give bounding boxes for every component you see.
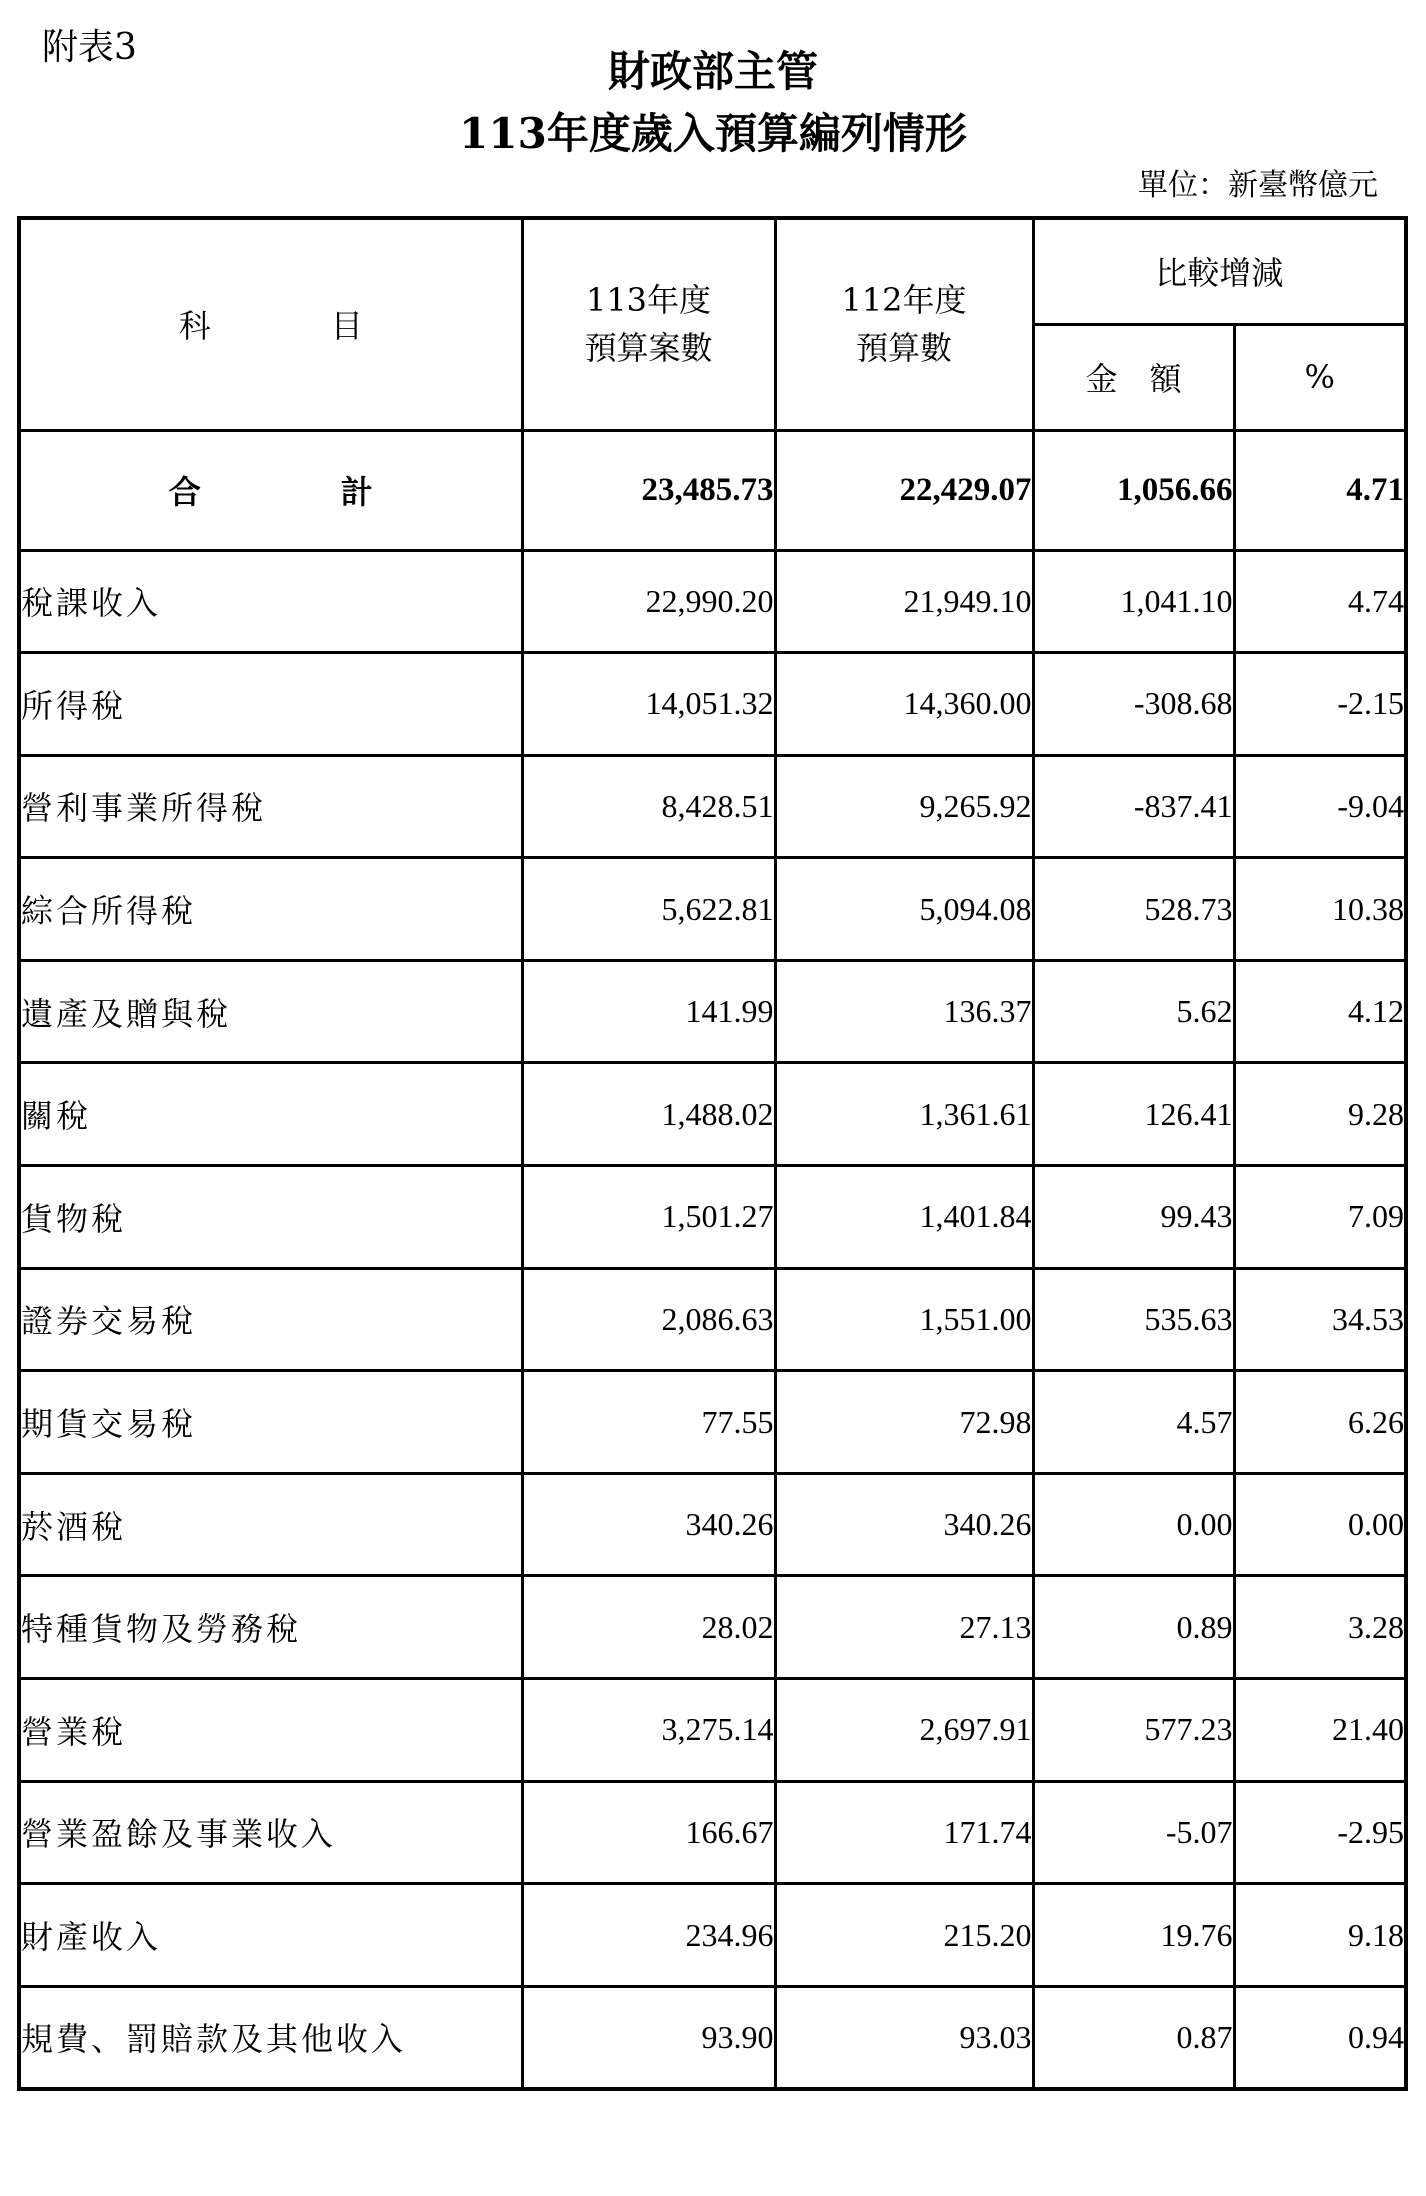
table-row [19,1063,1406,1166]
row-name: 貨物稅 [19,1166,522,1269]
row-budget-113: 3,275.14 [522,1679,775,1782]
total-diff-amount: 1,056.66 [1033,430,1234,550]
row-budget-112: 340.26 [775,1473,1033,1576]
row-budget-113: 1,501.27 [522,1166,775,1269]
row-diff-percent: 4.74 [1234,550,1406,653]
table-row [19,1576,1406,1679]
row-budget-112: 1,361.61 [775,1063,1033,1166]
row-diff-amount: -5.07 [1033,1781,1234,1884]
row-budget-112: 14,360.00 [775,653,1033,756]
row-diff-percent: -2.95 [1234,1781,1406,1884]
row-diff-amount: 19.76 [1033,1884,1234,1987]
row-name: 稅課收入 [19,550,522,653]
row-diff-amount: -308.68 [1033,653,1234,756]
row-name: 營業稅 [19,1679,522,1782]
row-name: 遺產及贈與稅 [19,960,522,1063]
row-diff-amount: 5.62 [1033,960,1234,1063]
row-diff-percent: 7.09 [1234,1166,1406,1269]
budget-table [17,216,1408,2091]
row-diff-amount: 0.89 [1033,1576,1234,1679]
row-diff-percent: 0.94 [1234,1986,1406,2089]
table-header [19,218,1406,430]
row-budget-113: 234.96 [522,1884,775,1987]
row-diff-amount: 1,041.10 [1033,550,1234,653]
row-name: 菸酒稅 [19,1473,522,1576]
row-diff-percent: -2.15 [1234,653,1406,756]
header-113-budget [522,218,775,430]
row-diff-percent: 21.40 [1234,1679,1406,1782]
row-budget-112: 2,697.91 [775,1679,1033,1782]
table-row [19,1986,1406,2089]
total-row [19,430,1406,550]
header-compare: 比較增減 [1033,218,1406,324]
total-label-part1: 合 [168,473,201,511]
header-113-line1: 113年度 [585,281,712,320]
row-diff-amount: 99.43 [1033,1166,1234,1269]
row-budget-112: 1,401.84 [775,1166,1033,1269]
row-budget-112: 21,949.10 [775,550,1033,653]
row-diff-percent: 9.18 [1234,1884,1406,1987]
row-name: 財產收入 [19,1884,522,1987]
row-budget-112: 93.03 [775,1986,1033,2089]
row-budget-113: 141.99 [522,960,775,1063]
row-diff-percent: 3.28 [1234,1576,1406,1679]
row-budget-112: 171.74 [775,1781,1033,1884]
header-113-line2: 預算案數 [584,329,713,368]
table-row [19,755,1406,858]
table-row [19,1166,1406,1269]
row-diff-percent: 9.28 [1234,1063,1406,1166]
header-112-line1: 112年度 [841,281,967,320]
row-budget-113: 28.02 [522,1576,775,1679]
total-label [19,430,522,550]
row-budget-113: 14,051.32 [522,653,775,756]
row-budget-113: 340.26 [522,1473,775,1576]
header-amount: 金 額 [1033,324,1234,430]
row-name: 規費、罰賠款及其他收入 [19,1986,522,2089]
row-budget-113: 77.55 [522,1371,775,1474]
total-diff-percent: 4.71 [1234,430,1406,550]
row-diff-percent: 6.26 [1234,1371,1406,1474]
row-name: 營利事業所得稅 [19,755,522,858]
row-budget-112: 136.37 [775,960,1033,1063]
header-112-line2: 預算數 [855,329,952,368]
row-name: 關稅 [19,1063,522,1166]
table-row [19,550,1406,653]
row-diff-percent: -9.04 [1234,755,1406,858]
row-diff-amount: 0.00 [1033,1473,1234,1576]
row-diff-percent: 4.12 [1234,960,1406,1063]
row-name: 綜合所得稅 [19,858,522,961]
row-diff-percent: 34.53 [1234,1268,1406,1371]
row-diff-amount: 0.87 [1033,1986,1234,2089]
row-budget-112: 215.20 [775,1884,1033,1987]
header-percent: % [1234,324,1406,430]
header-subject-part2: 目 [330,307,363,346]
row-diff-amount: 528.73 [1033,858,1234,961]
row-budget-113: 93.90 [522,1986,775,2089]
row-budget-113: 1,488.02 [522,1063,775,1166]
row-budget-112: 27.13 [775,1576,1033,1679]
row-budget-112: 1,551.00 [775,1268,1033,1371]
row-diff-amount: 535.63 [1033,1268,1234,1371]
annex-label: 附表3 [42,27,137,68]
row-budget-113: 22,990.20 [522,550,775,653]
row-diff-amount: 126.41 [1033,1063,1234,1166]
header-subject [19,218,522,430]
table-row [19,1473,1406,1576]
row-diff-amount: -837.41 [1033,755,1234,858]
row-budget-112: 9,265.92 [775,755,1033,858]
row-budget-112: 5,094.08 [775,858,1033,961]
table-row [19,960,1406,1063]
header-112-budget [775,218,1033,430]
table-row [19,1371,1406,1474]
table-row [19,1781,1406,1884]
row-name: 特種貨物及勞務稅 [19,1576,522,1679]
total-budget-112: 22,429.07 [775,430,1033,550]
row-name: 證券交易稅 [19,1268,522,1371]
row-name: 期貨交易稅 [19,1371,522,1474]
total-label-part2: 計 [340,473,373,511]
total-budget-113: 23,485.73 [522,430,775,550]
row-diff-amount: 577.23 [1033,1679,1234,1782]
row-budget-113: 2,086.63 [522,1268,775,1371]
row-name: 所得稅 [19,653,522,756]
table-row [19,1884,1406,1987]
title-agency: 財政部主管 [607,47,818,96]
row-diff-percent: 0.00 [1234,1473,1406,1576]
row-budget-113: 8,428.51 [522,755,775,858]
row-budget-113: 166.67 [522,1781,775,1884]
table-body [19,430,1406,2089]
row-diff-percent: 10.38 [1234,858,1406,961]
table-row [19,1268,1406,1371]
unit-note: 單位：新臺幣億元 [1138,168,1378,203]
title-main: 113年度歲入預算編列情形 [459,109,967,158]
row-budget-113: 5,622.81 [522,858,775,961]
header-subject-part1: 科 [178,307,211,346]
row-budget-112: 72.98 [775,1371,1033,1474]
row-diff-amount: 4.57 [1033,1371,1234,1474]
table-row [19,858,1406,961]
table-row [19,653,1406,756]
row-name: 營業盈餘及事業收入 [19,1781,522,1884]
table-row [19,1679,1406,1782]
